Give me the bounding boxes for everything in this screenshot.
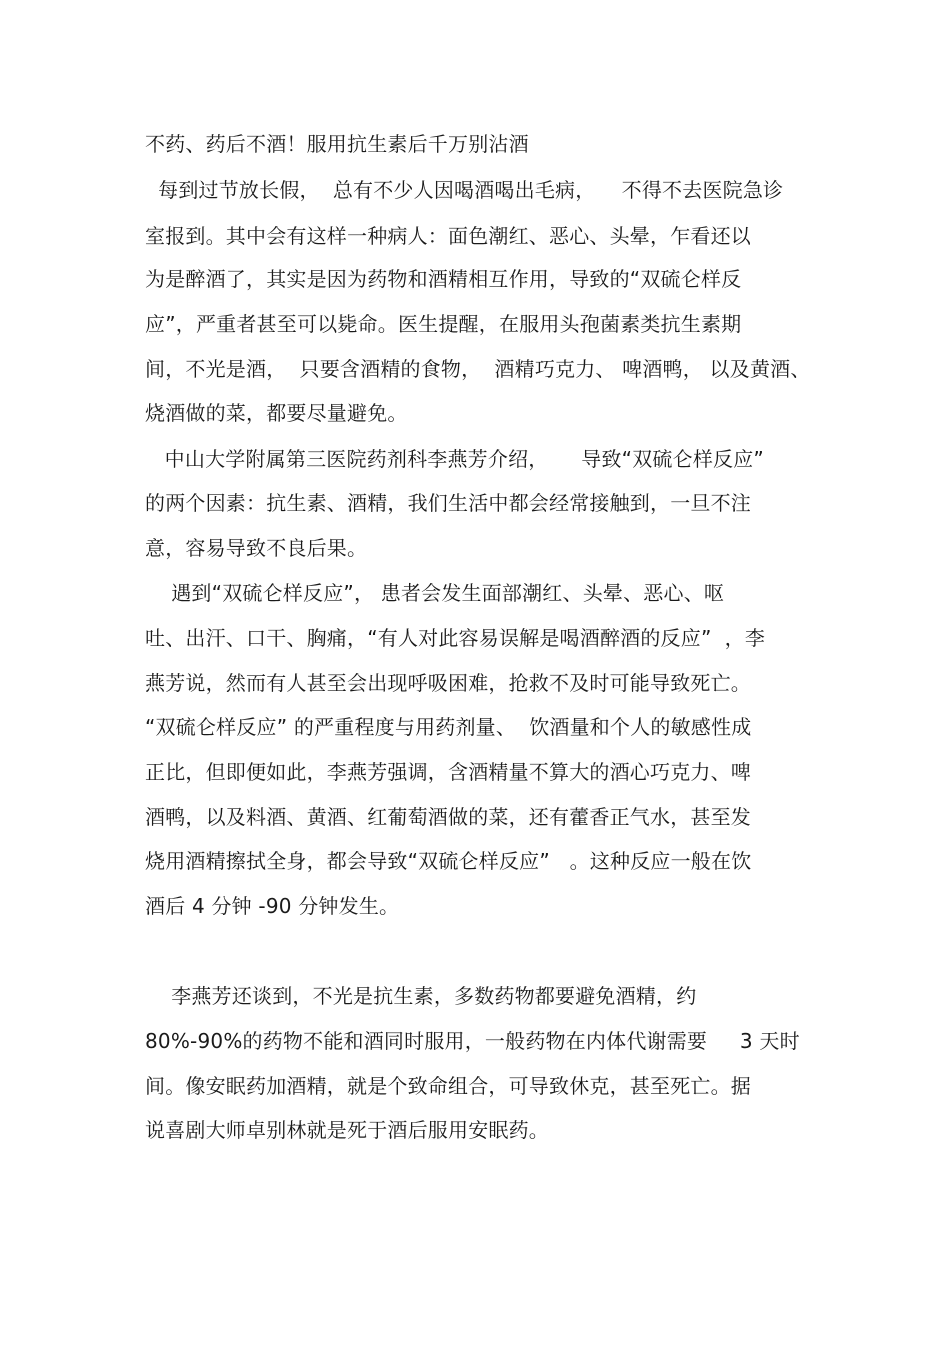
text-line: 间。像安眠药加酒精，就是个致命组合，可导致休克，甚至死亡。据 bbox=[145, 1074, 751, 1098]
text-line: 烧用酒精擦拭全身，都会导致“双硫仑样反应” 。这种反应一般在饮 bbox=[145, 849, 752, 873]
text-line: 正比，但即便如此，李燕芳强调，含酒精量不算大的酒心巧克力、啤 bbox=[145, 760, 751, 784]
document-title: 不药、药后不酒！服用抗生素后千万别沾酒 bbox=[145, 132, 529, 156]
text-line: 吐、出汗、口干、胸痛，“有人对此容易误解是喝酒醉酒的反应” ，李 bbox=[145, 626, 766, 650]
text-line: 李燕芳还谈到，不光是抗生素，多数药物都要避免酒精，约 bbox=[145, 984, 697, 1008]
text-line: 中山大学附属第三医院药剂科李燕芳介绍， 导致“双硫仑样反应” bbox=[145, 447, 764, 471]
text-line: 烧酒做的菜，都要尽量避免。 bbox=[145, 401, 408, 425]
text-line: 遇到“双硫仑样反应”， 患者会发生面部潮红、头晕、恶心、呕 bbox=[145, 581, 725, 605]
text-line: 意，容易导致不良后果。 bbox=[145, 536, 368, 560]
text-line: “双硫仑样反应” 的严重程度与用药剂量、 饮酒量和个人的敏感性成 bbox=[145, 715, 752, 739]
text-line: 每到过节放长假， 总有不少人因喝酒喝出毛病， 不得不去医院急诊 bbox=[145, 178, 784, 202]
text-line: 燕芳说，然而有人甚至会出现呼吸困难，抢救不及时可能导致死亡。 bbox=[145, 671, 751, 695]
text-line: 的两个因素：抗生素、酒精，我们生活中都会经常接触到，一旦不注 bbox=[145, 491, 751, 515]
text-line: 室报到。其中会有这样一种病人：面色潮红、恶心、头晕，乍看还以 bbox=[145, 224, 751, 248]
text-line: 80%-90%的药物不能和酒同时服用，一般药物在内体代谢需要 3 天时 bbox=[145, 1029, 800, 1053]
text-line: 间，不光是酒， 只要含酒精的食物， 酒精巧克力、 啤酒鸭， 以及黄酒、 bbox=[145, 357, 811, 381]
text-line: 为是醉酒了，其实是因为药物和酒精相互作用，导致的“双硫仑样反 bbox=[145, 267, 742, 291]
text-line: 说喜剧大师卓别林就是死于酒后服用安眠药。 bbox=[145, 1118, 549, 1142]
text-line: 酒后 4 分钟 -90 分钟发生。 bbox=[145, 894, 400, 918]
text-line: 酒鸭，以及料酒、黄酒、红葡萄酒做的菜，还有藿香正气水，甚至发 bbox=[145, 805, 751, 829]
text-line: 应”，严重者甚至可以毙命。医生提醒，在服用头孢菌素类抗生素期 bbox=[145, 312, 742, 336]
